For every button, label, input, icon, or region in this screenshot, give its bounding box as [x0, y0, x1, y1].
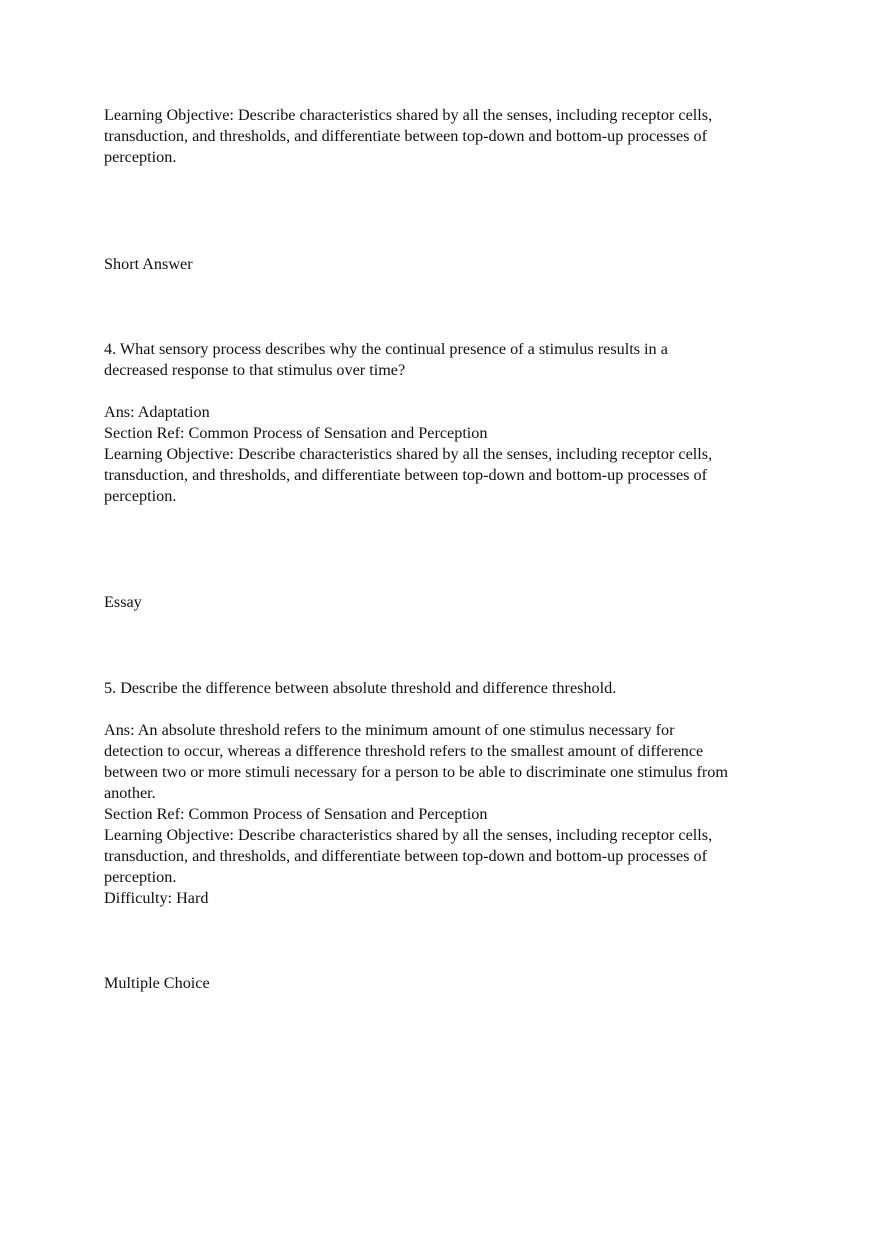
lo-line: perception.: [104, 148, 177, 166]
lo-line: transduction, and thresholds, and differentiate between top-down and bottom-up processes of: [104, 847, 707, 865]
answer-text-line: between two or more stimuli necessary for a person to be able to discriminate one stimulus from: [104, 763, 728, 781]
lo-line: perception.: [104, 487, 177, 505]
section-ref: Section Ref: Common Process of Sensation and Perception: [104, 424, 488, 442]
section-heading-essay: Essay: [104, 593, 142, 611]
section-heading-multiple-choice: Multiple Choice: [104, 974, 210, 992]
lo-line: transduction, and thresholds, and differentiate between top-down and bottom-up processes of: [104, 466, 707, 484]
question-5: [104, 678, 784, 699]
question-text-line: 4. What sensory process describes why the continual presence of a stimulus results in a: [104, 340, 668, 358]
difficulty: Difficulty: Hard: [104, 889, 209, 907]
lo-line: Learning Objective: Describe characteristics shared by all the senses, including receptor cells,: [104, 826, 713, 844]
learning-objective-top: [104, 105, 784, 168]
section-heading-short-answer: Short Answer: [104, 255, 193, 273]
section-ref: Section Ref: Common Process of Sensation and Perception: [104, 805, 488, 823]
answer-text-line: Ans: An absolute threshold refers to the minimum amount of one stimulus necessary for: [104, 721, 675, 739]
question-text-line: decreased response to that stimulus over time?: [104, 361, 406, 379]
answer-text-line: detection to occur, whereas a difference threshold refers to the smallest amount of difference: [104, 742, 704, 760]
lo-line: Learning Objective: Describe characteristics shared by all the senses, including receptor cells,: [104, 445, 713, 463]
answer-text: Ans: Adaptation: [104, 403, 210, 421]
question-text-line: 5. Describe the difference between absolute threshold and difference threshold.: [104, 679, 617, 697]
lo-line: transduction, and thresholds, and differentiate between top-down and bottom-up processes of: [104, 127, 707, 145]
question-4: [104, 339, 784, 381]
lo-line: perception.: [104, 868, 177, 886]
lo-line: Learning Objective: Describe characteristics shared by all the senses, including receptor cells,: [104, 106, 713, 124]
answer-text-line: another.: [104, 784, 156, 802]
question-4-details: [104, 402, 784, 507]
question-5-details: [104, 720, 784, 909]
